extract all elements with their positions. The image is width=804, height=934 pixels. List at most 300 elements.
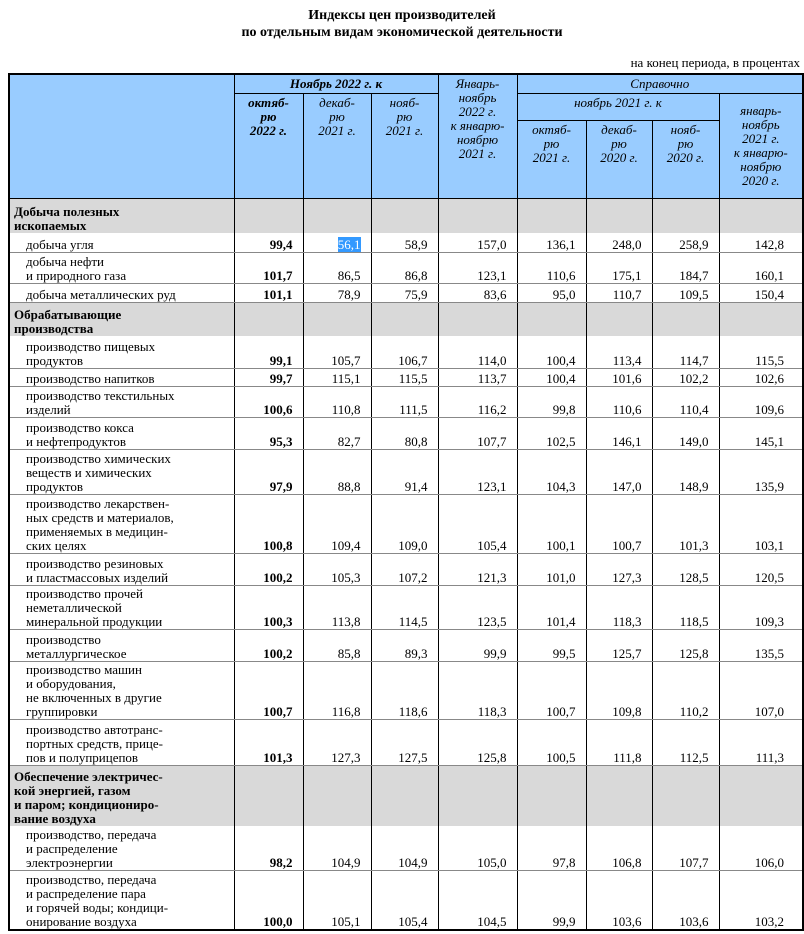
- value: 95,3: [269, 433, 293, 449]
- value-cell: [234, 336, 303, 368]
- value: 110,7: [612, 286, 642, 302]
- value: 99,4: [269, 236, 293, 252]
- value-cell: [234, 629, 303, 661]
- value-cell: [234, 449, 303, 494]
- header-jan-nov-2022: Январь- ноябрь 2022 г. к январю- ноябрю 2021 г.: [438, 74, 517, 198]
- value: 82,7: [337, 433, 361, 449]
- value-cell: [438, 719, 517, 765]
- value-cell: [719, 870, 803, 930]
- value: 120,5: [754, 569, 785, 585]
- value-cell: [652, 336, 719, 368]
- value: 99,9: [552, 914, 576, 929]
- value-cell: [371, 494, 438, 553]
- table-row: [9, 368, 803, 386]
- value: 101,3: [679, 537, 709, 553]
- value: 80,8: [404, 433, 428, 449]
- row-label: добыча металлических руд: [9, 283, 234, 302]
- value-cell: [303, 449, 371, 494]
- value-cell: [303, 553, 371, 585]
- value-cell: [234, 198, 303, 233]
- value-cell: [652, 283, 719, 302]
- section-label: Добыча полезных ископаемых: [9, 198, 234, 233]
- value: 118,6: [398, 703, 428, 719]
- value: 101,7: [263, 267, 293, 283]
- value-cell: [303, 826, 371, 870]
- value-cell: [303, 417, 371, 449]
- value: 105,7: [331, 352, 361, 368]
- value-cell: [719, 252, 803, 283]
- value: 113,8: [331, 613, 361, 629]
- value: 75,9: [404, 286, 428, 302]
- value-cell: [371, 553, 438, 585]
- value-cell: [719, 719, 803, 765]
- value-cell: [586, 368, 652, 386]
- value: 107,7: [679, 854, 709, 870]
- row-label: производство резиновых и пластмассовых изделий: [9, 553, 234, 585]
- value: 110,8: [331, 401, 361, 417]
- value-cell: [586, 553, 652, 585]
- value-cell: [586, 302, 652, 336]
- value-cell: [303, 585, 371, 629]
- value-cell: [586, 252, 652, 283]
- value: 105,4: [477, 537, 507, 553]
- row-label: производство машин и оборудования, не включенных в другие группировки: [9, 661, 234, 719]
- value: 115,1: [331, 370, 361, 386]
- value: 114,0: [477, 352, 507, 368]
- value: 83,6: [483, 286, 507, 302]
- value-cell: [303, 302, 371, 336]
- value: 128,5: [679, 569, 709, 585]
- table-row: [9, 661, 803, 719]
- value-cell: [371, 870, 438, 930]
- value-cell: [652, 765, 719, 826]
- value-cell: [438, 417, 517, 449]
- units-note: на конец периода, в процентах: [630, 55, 800, 70]
- header-nov-2020: нояб- рю 2020 г.: [652, 120, 719, 198]
- value: 100,2: [263, 645, 293, 661]
- value: 103,6: [612, 914, 642, 929]
- value-cell: [371, 198, 438, 233]
- table-row: [9, 826, 803, 870]
- value: 136,1: [546, 236, 576, 252]
- value-cell: [234, 765, 303, 826]
- value-cell: [234, 386, 303, 417]
- value-cell: [517, 198, 586, 233]
- value-cell: [652, 553, 719, 585]
- table-row: [9, 283, 803, 302]
- value: 104,5: [477, 914, 507, 929]
- value-cell: [303, 386, 371, 417]
- value-cell: [652, 826, 719, 870]
- value: 149,0: [679, 433, 709, 449]
- value-cell: [719, 826, 803, 870]
- value: 99,5: [552, 645, 576, 661]
- value-cell: [517, 233, 586, 252]
- value: 127,3: [612, 569, 642, 585]
- table-row: [9, 233, 803, 252]
- value-cell: [517, 661, 586, 719]
- value-cell: [438, 870, 517, 930]
- value-cell: [652, 494, 719, 553]
- value-cell: [438, 449, 517, 494]
- value-cell: [652, 198, 719, 233]
- value: 101,4: [546, 613, 576, 629]
- value-cell: [586, 336, 652, 368]
- header-nov-2021: нояб- рю 2021 г.: [371, 93, 438, 198]
- value: 109,5: [679, 286, 709, 302]
- value-cell: [438, 494, 517, 553]
- row-label: производство текстильных изделий: [9, 386, 234, 417]
- value-cell: [517, 368, 586, 386]
- value: 102,2: [679, 370, 709, 386]
- value-cell: [586, 283, 652, 302]
- value: 109,6: [754, 401, 785, 417]
- value: 110,6: [612, 401, 642, 417]
- value-cell: [371, 585, 438, 629]
- value-cell: [371, 719, 438, 765]
- value-cell: [652, 585, 719, 629]
- table-row: [9, 629, 803, 661]
- value-cell: [719, 765, 803, 826]
- value: 97,8: [552, 854, 576, 870]
- value-cell: [371, 629, 438, 661]
- table-row: [9, 386, 803, 417]
- row-label: добыча нефти и природного газа: [9, 252, 234, 283]
- row-label: производство, передача и распределение пара и горячей воды; кондици- онирование воздуха: [9, 870, 234, 930]
- value-cell: [438, 629, 517, 661]
- value: 127,5: [398, 749, 428, 765]
- value-cell: [371, 417, 438, 449]
- value: 99,8: [552, 401, 576, 417]
- value: 89,3: [404, 645, 428, 661]
- value-cell: [303, 336, 371, 368]
- value: 85,8: [337, 645, 361, 661]
- value-cell: [719, 283, 803, 302]
- value-cell: [586, 449, 652, 494]
- value-cell: [719, 368, 803, 386]
- value-cell: [517, 765, 586, 826]
- value-cell: [517, 283, 586, 302]
- value: 114,5: [398, 613, 428, 629]
- value-cell: [303, 283, 371, 302]
- value: 98,2: [269, 854, 293, 870]
- value-cell: [371, 826, 438, 870]
- value-cell: [586, 585, 652, 629]
- value-cell: [303, 368, 371, 386]
- value: 86,8: [404, 267, 428, 283]
- value-cell: [303, 661, 371, 719]
- value: 110,6: [546, 267, 576, 283]
- value: 95,0: [552, 286, 576, 302]
- table-row: [9, 252, 803, 283]
- value-cell: [652, 368, 719, 386]
- value-cell: [438, 585, 517, 629]
- header-group-nov2021: ноябрь 2021 г. к: [517, 93, 719, 120]
- row-label: добыча угля: [9, 233, 234, 252]
- value-cell: [303, 233, 371, 252]
- header-oct-2021: октяб- рю 2021 г.: [517, 120, 586, 198]
- value: 103,1: [754, 537, 785, 553]
- value: 107,7: [477, 433, 507, 449]
- value-cell: [371, 283, 438, 302]
- value: 99,7: [269, 370, 293, 386]
- value-cell: [652, 252, 719, 283]
- value: 100,0: [263, 914, 293, 929]
- value-cell: [652, 417, 719, 449]
- value-cell: [303, 198, 371, 233]
- value: 105,1: [331, 914, 361, 929]
- value: 101,1: [263, 286, 293, 302]
- row-label: производство автотранс- портных средств, прице- пов и полуприцепов: [9, 719, 234, 765]
- value: 100,6: [263, 401, 293, 417]
- row-label: производство, передача и распределение электроэнергии: [9, 826, 234, 870]
- value-cell: [652, 719, 719, 765]
- value: 118,5: [679, 613, 709, 629]
- value: 105,4: [398, 914, 428, 929]
- value: 111,5: [399, 401, 428, 417]
- value-cell: [438, 661, 517, 719]
- value-cell: [719, 585, 803, 629]
- table-row: [9, 449, 803, 494]
- value: 103,6: [679, 914, 709, 929]
- value: 103,2: [754, 914, 785, 929]
- value: 125,8: [477, 749, 507, 765]
- value: 248,0: [612, 236, 642, 252]
- value: 148,9: [679, 478, 709, 494]
- value-cell: [234, 494, 303, 553]
- value-cell: [303, 765, 371, 826]
- value-cell: [371, 386, 438, 417]
- section-label: Обрабатывающие производства: [9, 302, 234, 336]
- table-row: [9, 719, 803, 765]
- value: 135,9: [754, 478, 785, 494]
- value-cell: [719, 494, 803, 553]
- selected-value[interactable]: 56,1: [337, 236, 361, 252]
- value-cell: [719, 198, 803, 233]
- value: 100,1: [546, 537, 576, 553]
- value-cell: [438, 336, 517, 368]
- value-cell: [517, 252, 586, 283]
- value-cell: [303, 719, 371, 765]
- value-cell: [719, 661, 803, 719]
- value: 157,0: [477, 236, 507, 252]
- value-cell: [517, 449, 586, 494]
- value: 118,3: [477, 703, 507, 719]
- value-cell: [517, 336, 586, 368]
- header-dec-2021: декаб- рю 2021 г.: [303, 93, 371, 198]
- value-cell: [234, 661, 303, 719]
- value-cell: [371, 449, 438, 494]
- value-cell: [517, 553, 586, 585]
- value-cell: [438, 252, 517, 283]
- value: 107,2: [398, 569, 428, 585]
- value-cell: [517, 870, 586, 930]
- table-row: [9, 585, 803, 629]
- value: 125,7: [612, 645, 642, 661]
- value: 147,0: [612, 478, 642, 494]
- page-subtitle: по отдельным видам экономической деятельности: [241, 25, 563, 40]
- value-cell: [586, 719, 652, 765]
- value: 100,4: [546, 370, 576, 386]
- value-cell: [586, 629, 652, 661]
- value: 102,5: [546, 433, 576, 449]
- value: 175,1: [612, 267, 642, 283]
- header-blank: [9, 74, 234, 198]
- value: 109,3: [754, 613, 785, 629]
- value: 111,8: [613, 749, 642, 765]
- value: 106,8: [612, 854, 642, 870]
- value: 109,4: [331, 537, 361, 553]
- value-cell: [586, 386, 652, 417]
- value-cell: [652, 449, 719, 494]
- header-jan-nov-2021: январь- ноябрь 2021 г. к январю- ноябрю 2020 г.: [719, 93, 803, 198]
- value-cell: [234, 283, 303, 302]
- value: 116,8: [331, 703, 361, 719]
- value: 123,1: [477, 267, 507, 283]
- value-cell: [586, 233, 652, 252]
- value-cell: [719, 417, 803, 449]
- value: 78,9: [337, 286, 361, 302]
- value-cell: [438, 553, 517, 585]
- value-cell: [586, 661, 652, 719]
- value-cell: [371, 661, 438, 719]
- value: 121,3: [477, 569, 507, 585]
- value: 114,7: [679, 352, 709, 368]
- value-cell: [719, 302, 803, 336]
- value-cell: [438, 386, 517, 417]
- value: 100,4: [546, 352, 576, 368]
- table-row: [9, 870, 803, 930]
- value-cell: [517, 302, 586, 336]
- value: 101,3: [263, 749, 293, 765]
- value: 160,1: [754, 267, 785, 283]
- value: 104,3: [546, 478, 576, 494]
- row-label: производство прочей неметаллической минеральной продукции: [9, 585, 234, 629]
- value-cell: [234, 553, 303, 585]
- value-cell: [234, 870, 303, 930]
- table-row: [9, 553, 803, 585]
- value-cell: [719, 629, 803, 661]
- value-cell: [719, 449, 803, 494]
- value-cell: [652, 233, 719, 252]
- value-cell: [652, 302, 719, 336]
- value-cell: [234, 252, 303, 283]
- value: 110,4: [679, 401, 709, 417]
- row-label: производство пищевых продуктов: [9, 336, 234, 368]
- value-cell: [517, 629, 586, 661]
- value-cell: [517, 386, 586, 417]
- row-label: производство химических веществ и химических продуктов: [9, 449, 234, 494]
- value: 88,8: [337, 478, 361, 494]
- value-cell: [719, 386, 803, 417]
- value-cell: [586, 494, 652, 553]
- value-cell: [234, 585, 303, 629]
- table-row: [9, 336, 803, 368]
- value-cell: [234, 417, 303, 449]
- value-cell: [371, 765, 438, 826]
- value-cell: [719, 233, 803, 252]
- value: 150,4: [754, 286, 785, 302]
- value: 105,3: [331, 569, 361, 585]
- value-cell: [652, 629, 719, 661]
- value-cell: [719, 336, 803, 368]
- value-cell: [371, 302, 438, 336]
- value-cell: [234, 233, 303, 252]
- value: 99,1: [269, 352, 293, 368]
- value: 115,5: [398, 370, 428, 386]
- value-cell: [517, 719, 586, 765]
- value-cell: [438, 283, 517, 302]
- value: 110,2: [679, 703, 709, 719]
- row-label: производство напитков: [9, 368, 234, 386]
- value-cell: [303, 870, 371, 930]
- value: 106,0: [754, 854, 785, 870]
- value: 115,5: [755, 352, 785, 368]
- value-cell: [586, 417, 652, 449]
- value-cell: [586, 826, 652, 870]
- value: 118,3: [612, 613, 642, 629]
- value-cell: [303, 629, 371, 661]
- value: 97,9: [269, 478, 293, 494]
- header-group-reference: Справочно: [517, 74, 803, 93]
- value: 109,8: [612, 703, 642, 719]
- value-cell: [234, 826, 303, 870]
- value: 100,3: [263, 613, 293, 629]
- value: 106,7: [398, 352, 428, 368]
- value: 112,5: [679, 749, 709, 765]
- value: 86,5: [337, 267, 361, 283]
- table-row: [9, 494, 803, 553]
- value: 91,4: [404, 478, 428, 494]
- value: 100,8: [263, 537, 293, 553]
- value: 104,9: [331, 854, 361, 870]
- value-cell: [371, 336, 438, 368]
- value-cell: [371, 233, 438, 252]
- value-cell: [438, 765, 517, 826]
- value: 104,9: [398, 854, 428, 870]
- row-label: производство лекарствен- ных средств и материалов, применяемых в медицин- ских целях: [9, 494, 234, 553]
- value: 100,7: [546, 703, 576, 719]
- header-group-nov2022: Ноябрь 2022 г. к: [234, 74, 438, 93]
- value-cell: [652, 870, 719, 930]
- value-cell: [234, 368, 303, 386]
- row-label: производство металлургическое: [9, 629, 234, 661]
- value-cell: [438, 233, 517, 252]
- value: 101,0: [546, 569, 576, 585]
- value-cell: [517, 585, 586, 629]
- header-dec-2020: декаб- рю 2020 г.: [586, 120, 652, 198]
- value: 100,2: [263, 569, 293, 585]
- value-cell: [652, 386, 719, 417]
- value-cell: [371, 252, 438, 283]
- value-cell: [719, 553, 803, 585]
- value: 146,1: [612, 433, 642, 449]
- value: 184,7: [679, 267, 709, 283]
- value: 102,6: [754, 370, 785, 386]
- value-cell: [234, 302, 303, 336]
- value: 258,9: [679, 236, 709, 252]
- row-label: производство кокса и нефтепродуктов: [9, 417, 234, 449]
- value: 105,0: [477, 854, 507, 870]
- value-cell: [517, 494, 586, 553]
- value: 58,9: [404, 236, 428, 252]
- value: 116,2: [477, 401, 507, 417]
- value-cell: [586, 870, 652, 930]
- value-cell: [517, 417, 586, 449]
- value-cell: [438, 302, 517, 336]
- value-cell: [438, 826, 517, 870]
- value: 142,8: [754, 236, 785, 252]
